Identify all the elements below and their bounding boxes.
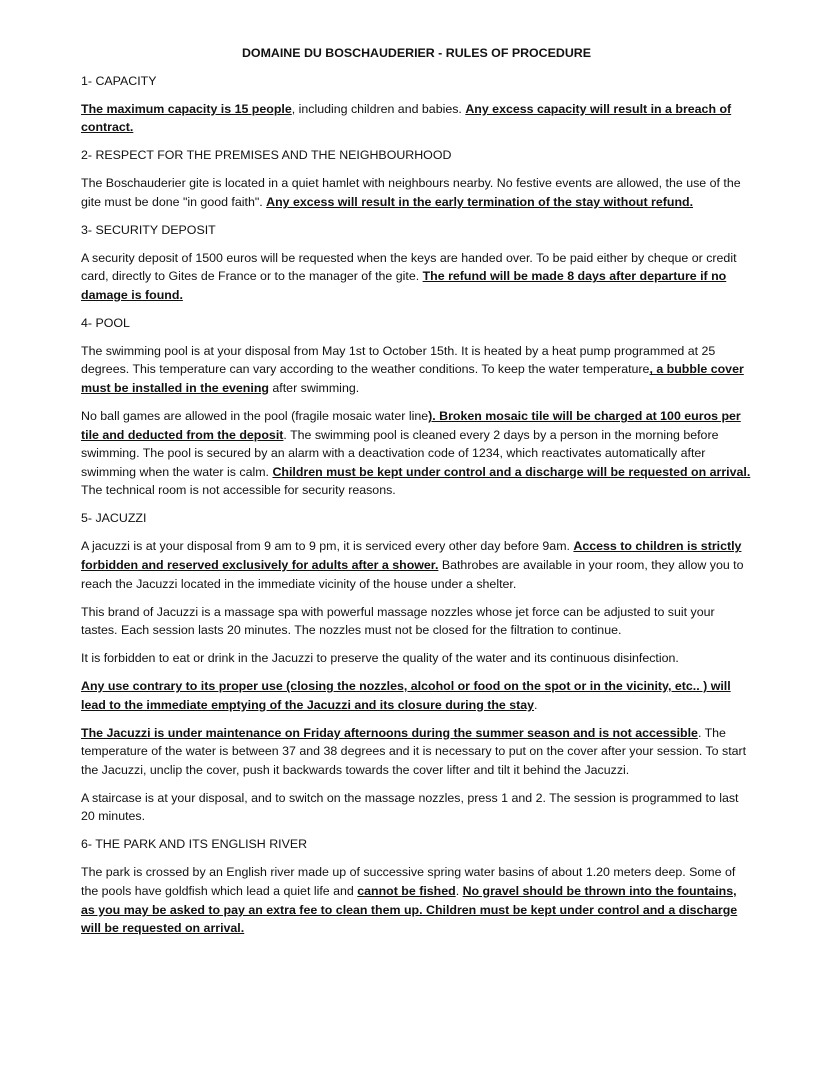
section — [81, 221, 752, 305]
text-run: A staircase is at your disposal, and to switch on the massage nozzles, press 1 and 2. The session is programmed to last 20 minutes. — [81, 790, 739, 824]
text-run: A jacuzzi is at your disposal from 9 am to 9 pm, it is serviced every other day before 9am. — [81, 539, 574, 554]
emphasized-text: cannot be fished — [357, 884, 456, 899]
text-run: The technical room is not accessible for security reasons. — [81, 483, 396, 498]
section — [81, 72, 752, 137]
text-run: Bathrobes are available in your room, they allow you to reach the Jacuzzi located in the immediate vicinity of the house under a shelter. — [81, 557, 744, 591]
paragraph — [81, 649, 752, 668]
paragraph — [81, 603, 752, 640]
paragraph — [81, 100, 752, 137]
text-run: The swimming pool is at your disposal from May 1st to October 15th. It is heated by a heat pump programmed at 25 degrees. This temperature can vary according to the weather conditions. To keep the water temperature — [81, 343, 716, 377]
text-run: It is forbidden to eat or drink in the Jacuzzi to preserve the quality of the water and its continuous disinfection. — [81, 651, 679, 666]
paragraph — [81, 174, 752, 211]
section — [81, 314, 752, 500]
emphasized-text: No gravel should be thrown into the fountains, as you may be asked to pay an extra fee to clean them up. Children must be kept under control and a discharge will be requested on arrival. — [81, 884, 738, 936]
section-heading: 4- POOL — [81, 315, 130, 330]
paragraph — [81, 407, 752, 500]
document-body — [81, 72, 752, 938]
section-heading: 1- CAPACITY — [81, 73, 157, 88]
document-title: DOMAINE DU BOSCHAUDERIER - RULES OF PROCEDURE — [241, 46, 592, 60]
text-run: The park is crossed by an English river made up of successive spring water basins of about 1.20 meters deep. Some of the pools have goldfish which lead a quiet life and — [81, 865, 736, 899]
section — [81, 509, 752, 826]
emphasized-text: The Jacuzzi is under maintenance on Friday afternoons during the summer season and is not accessible — [81, 725, 698, 740]
section — [81, 835, 752, 937]
paragraph — [81, 789, 752, 826]
emphasized-text: Any use contrary to its proper use (closing the nozzles, alcohol or food on the spot or in the vicinity, etc.. ) will lead to the immediate emptying of the Jacuzzi and its closure during the stay — [81, 679, 731, 712]
emphasized-text: ). Broken mosaic tile will be charged at 100 euros per tile and deducted from the deposit — [81, 409, 741, 442]
paragraph — [81, 249, 752, 305]
text-run: A security deposit of 1500 euros will be requested when the keys are handed over. To be paid either by cheque or credit card, directly to Gites de France or to the manager of the gite. — [81, 250, 737, 284]
emphasized-text: The maximum capacity is 15 people — [81, 101, 292, 116]
section — [81, 146, 752, 211]
text-run: . The temperature of the water is between 37 and 38 degrees and it is necessary to put on the cover after your session. To start the Jacuzzi, unclip the cover, push it backwards towards the cover lifter and tilt it behind the Jacuzzi. — [81, 725, 747, 777]
emphasized-text: Any excess capacity will result in a breach of contract. — [81, 101, 732, 135]
paragraph — [81, 724, 752, 780]
emphasized-text: , a bubble cover must be installed in the evening — [81, 362, 744, 396]
text-run: No ball games are allowed in the pool (fragile mosaic water line — [81, 409, 429, 424]
section-heading: 3- SECURITY DEPOSIT — [81, 222, 216, 237]
text-run: . The swimming pool is cleaned every 2 days by a person in the morning before swimming. The pool is secured by an alarm with a deactivation code of 1234, which reactivates automatically after swimming when the water is calm. — [81, 427, 719, 479]
text-run: This brand of Jacuzzi is a massage spa with powerful massage nozzles whose jet force can be adjusted to suit your tastes. Each session lasts 20 minutes. The nozzles must not be closed for the filtration to continue. — [81, 604, 715, 638]
text-run: . — [534, 697, 538, 712]
text-run: The Boschauderier gite is located in a quiet hamlet with neighbours nearby. No festive events are allowed, the use of the gite must be done "in good faith". — [81, 176, 741, 209]
emphasized-text: Children must be kept under control and a discharge will be requested on arrival. — [272, 464, 751, 479]
paragraph — [81, 863, 752, 937]
paragraph — [81, 677, 752, 714]
text-run: after swimming. — [268, 381, 360, 396]
paragraph — [81, 342, 752, 398]
section-heading: 5- JACUZZI — [81, 511, 147, 526]
emphasized-text: The refund will be made 8 days after departure if no damage is found. — [81, 269, 727, 302]
text-run: . — [455, 884, 463, 899]
section-heading: 6- THE PARK AND ITS ENGLISH RIVER — [81, 837, 308, 852]
emphasized-text: Access to children is strictly forbidden and reserved exclusively for adults after a shower. — [81, 539, 742, 572]
section-heading: 2- RESPECT FOR THE PREMISES AND THE NEIGHBOURHOOD — [81, 148, 452, 163]
emphasized-text: Any excess will result in the early termination of the stay without refund. — [266, 194, 694, 209]
paragraph — [81, 537, 752, 593]
text-run: , including children and babies. — [291, 101, 466, 116]
